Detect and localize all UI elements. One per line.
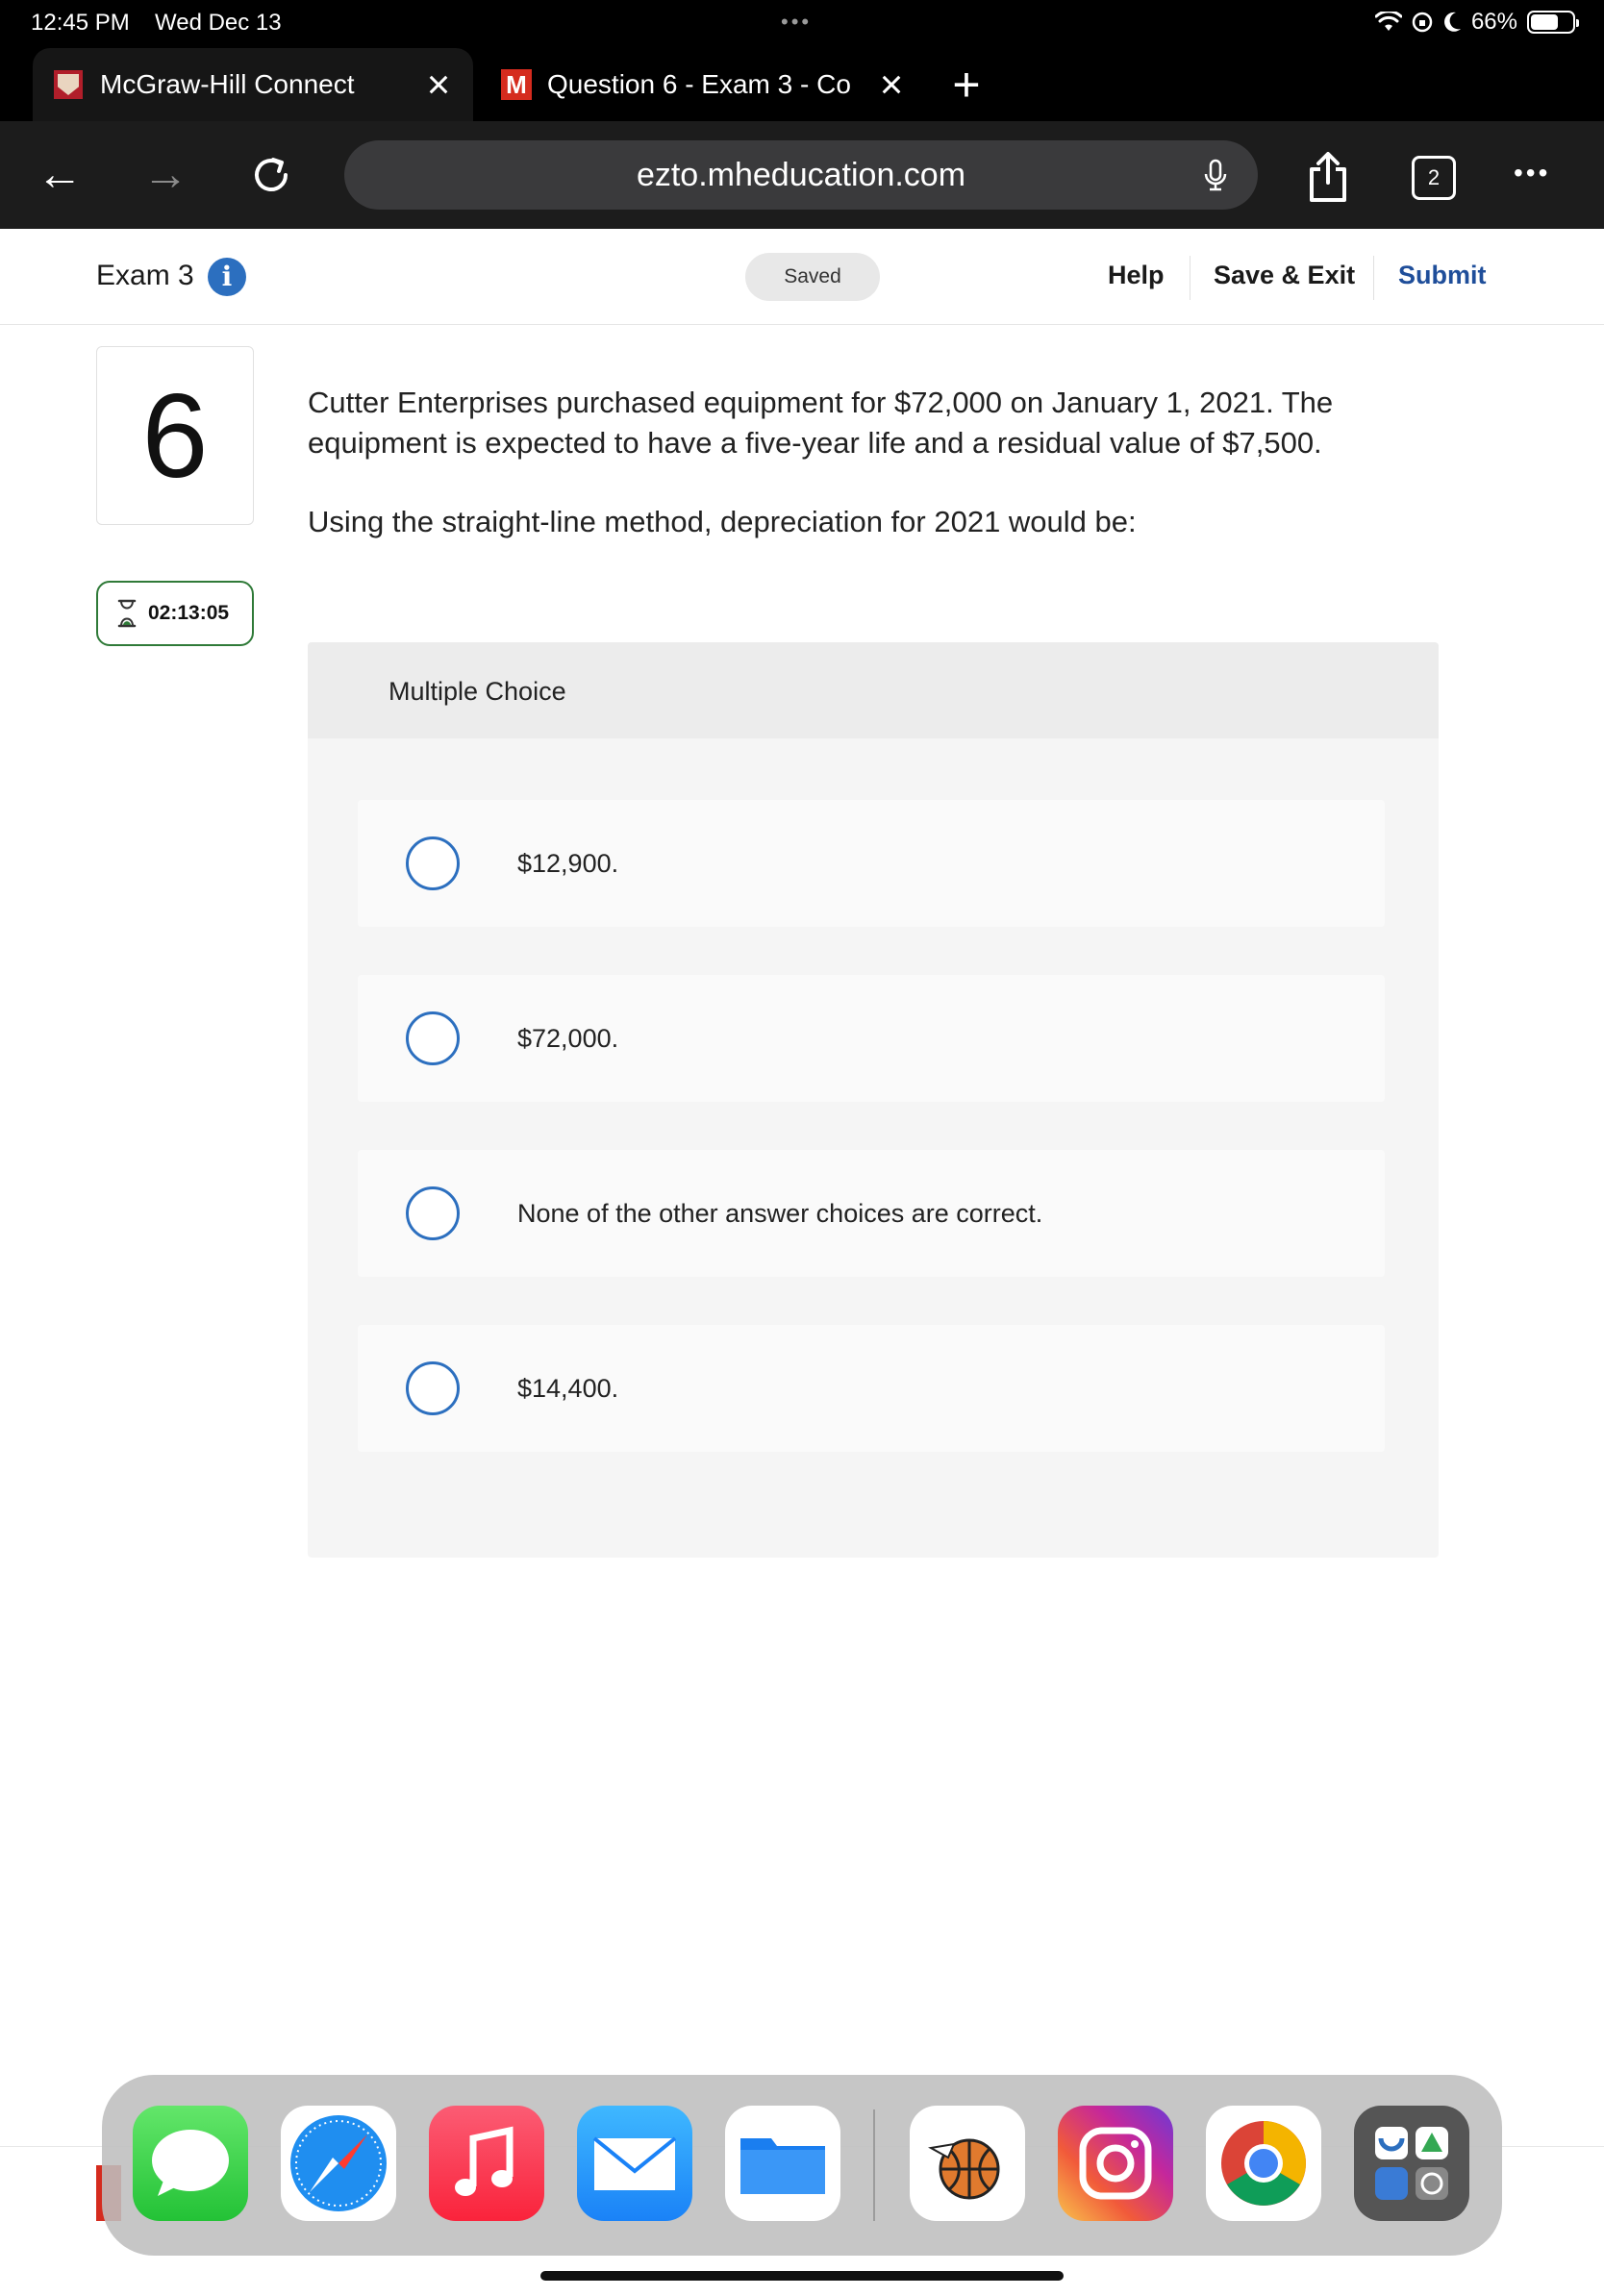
question-type-label: Multiple Choice bbox=[388, 677, 566, 706]
help-button[interactable]: Help bbox=[1108, 261, 1165, 289]
back-button[interactable]: ← bbox=[37, 149, 83, 200]
tab-mcgraw-hill-connect[interactable] bbox=[33, 48, 473, 121]
dock-separator bbox=[873, 2109, 875, 2221]
answer-choice[interactable] bbox=[358, 1150, 1385, 1277]
answer-choice-label: None of the other answer choices are correct. bbox=[517, 1198, 1043, 1228]
dock bbox=[102, 2075, 1502, 2256]
status-bar bbox=[0, 0, 1604, 44]
microphone-icon[interactable] bbox=[1198, 158, 1233, 192]
connect-favicon-icon bbox=[54, 70, 83, 99]
browser-toolbar bbox=[0, 121, 1604, 229]
tab-question-6[interactable] bbox=[486, 48, 926, 121]
reload-button[interactable] bbox=[242, 146, 300, 204]
tab-bar bbox=[0, 48, 1604, 121]
safari-app-icon[interactable] bbox=[281, 2106, 396, 2221]
timer-value: 02:13:05 bbox=[148, 602, 230, 624]
submit-button[interactable]: Submit bbox=[1398, 261, 1487, 289]
battery-percent: 66% bbox=[1470, 9, 1517, 35]
saved-status-badge: Saved bbox=[745, 253, 880, 301]
answer-choice[interactable] bbox=[358, 975, 1385, 1102]
battery-icon bbox=[1527, 11, 1575, 34]
header-divider bbox=[1373, 256, 1374, 300]
radio-button[interactable] bbox=[406, 1361, 460, 1415]
mail-app-icon[interactable] bbox=[577, 2106, 692, 2221]
files-app-icon[interactable] bbox=[725, 2106, 840, 2221]
question-text: Cutter Enterprises purchased equipment for $72,000 on January 1, 2021. The equipment is expected to have a five-year life and a residual value of $7,500. bbox=[308, 386, 1334, 460]
wifi-icon bbox=[1375, 12, 1402, 33]
music-app-icon[interactable] bbox=[429, 2106, 544, 2221]
address-bar[interactable] bbox=[344, 140, 1258, 210]
question-number: 6 bbox=[96, 346, 254, 525]
exam-title: Exam 3 bbox=[96, 260, 194, 291]
tab-overview-button[interactable]: 2 bbox=[1412, 156, 1456, 200]
messages-app-icon[interactable] bbox=[133, 2106, 248, 2221]
answer-choice-label: $14,400. bbox=[517, 1373, 619, 1403]
new-tab-button[interactable]: + bbox=[952, 58, 981, 112]
info-icon[interactable]: i bbox=[208, 258, 246, 296]
battery-level bbox=[1531, 14, 1558, 30]
forward-button[interactable]: → bbox=[142, 149, 188, 200]
radio-button[interactable] bbox=[406, 1011, 460, 1065]
chrome-app-icon[interactable] bbox=[1206, 2106, 1321, 2221]
multiple-choice-panel bbox=[308, 642, 1439, 1558]
exam-timer bbox=[96, 581, 254, 646]
status-date: Wed Dec 13 bbox=[155, 10, 282, 36]
mheducation-favicon-icon: M bbox=[501, 69, 532, 100]
hourglass-icon bbox=[117, 599, 137, 628]
browser-chrome bbox=[0, 0, 1604, 229]
orientation-lock-icon bbox=[1412, 12, 1433, 33]
close-tab-icon[interactable]: × bbox=[426, 62, 451, 107]
status-right bbox=[1375, 9, 1575, 36]
url-text: ezto.mheducation.com bbox=[636, 156, 966, 193]
multitasking-dots-icon[interactable]: ••• bbox=[781, 10, 813, 34]
basketball-game-app-icon[interactable] bbox=[910, 2106, 1025, 2221]
app-library-icon[interactable] bbox=[1354, 2106, 1469, 2221]
more-icon[interactable]: ••• bbox=[1514, 158, 1551, 187]
share-icon[interactable] bbox=[1304, 152, 1352, 204]
answer-choice-label: $12,900. bbox=[517, 848, 619, 878]
reload-icon bbox=[247, 151, 295, 199]
status-time: 12:45 PM bbox=[31, 10, 130, 36]
moon-icon bbox=[1442, 12, 1462, 33]
radio-button[interactable] bbox=[406, 1186, 460, 1240]
radio-button[interactable] bbox=[406, 836, 460, 890]
close-tab-icon[interactable]: × bbox=[879, 62, 904, 107]
home-indicator[interactable] bbox=[540, 2271, 1064, 2281]
tab-title: McGraw-Hill Connect bbox=[100, 69, 355, 99]
answer-choice[interactable] bbox=[358, 800, 1385, 927]
exam-header bbox=[0, 229, 1604, 325]
answer-choice[interactable] bbox=[358, 1325, 1385, 1452]
multiple-choice-header bbox=[308, 642, 1439, 738]
question-prompt: Using the straight-line method, depreciation for 2021 would be: bbox=[308, 505, 1137, 538]
tab-title: Question 6 - Exam 3 - Co bbox=[547, 69, 851, 99]
instagram-app-icon[interactable] bbox=[1058, 2106, 1173, 2221]
answer-choice-label: $72,000. bbox=[517, 1023, 619, 1053]
save-exit-button[interactable]: Save & Exit bbox=[1214, 261, 1356, 289]
